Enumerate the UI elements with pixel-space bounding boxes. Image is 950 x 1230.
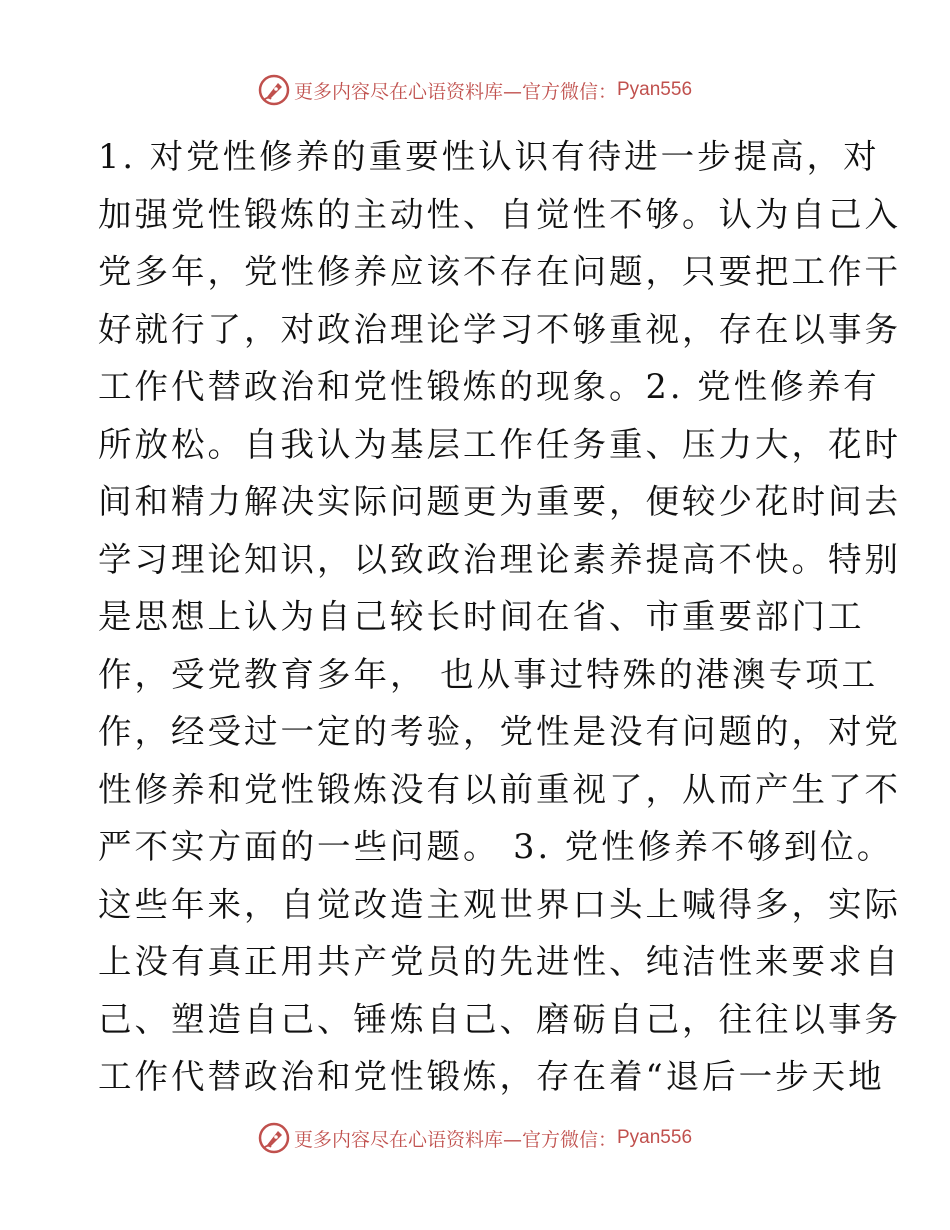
body-line: 己、塑造自己、锤炼自己、磨砺自己，往往以事务 [98,999,901,1039]
pen-nib-seal-icon [258,1122,290,1154]
body-line: 所放松。自我认为基层工作任务重、压力大，花时 [98,424,901,464]
body-line: 上没有真正用共产党员的先进性、纯洁性来要求自 [98,942,901,981]
header-banner [0,70,950,110]
body-line: 严不实方面的一些问题。 3. 党性修养不够到位。 [98,827,894,866]
pen-nib-seal-icon [258,74,290,106]
body-line: 是思想上认为自己较长时间在省、市重要部门工 [98,597,865,636]
header-banner-text: 更多内容尽在心语资料库—官方微信： [293,80,617,103]
header-wechat-id: Pyan556 [617,79,693,100]
document-body [98,128,901,1106]
body-line: 作，经受过一定的考验，党性是没有问题的，对党 [98,712,901,751]
body-line: 加强党性锻炼的主动性、自觉性不够。认为自己入 [98,194,901,234]
footer-wechat-id: Pyan556 [617,1127,693,1148]
body-line: 间和精力解决实际问题更为重要，便较少花时间去 [98,482,901,521]
footer-banner [0,1118,950,1158]
body-line: 1. 对党性修养的重要性认识有待进一步提高，对 [98,137,880,176]
body-line: 学习理论知识，以致政治理论素养提高不快。特别 [98,539,901,579]
body-line: 党多年，党性修养应该不存在问题，只要把工作干 [98,252,901,291]
footer-banner-text: 更多内容尽在心语资料库—官方微信： [293,1128,617,1151]
body-line: 工作代替政治和党性锻炼，存在着“退后一步天地 [98,1057,885,1096]
body-line: 作，受党教育多年， 也从事过特殊的港澳专项工 [98,654,879,694]
body-line: 这些年来，自觉改造主观世界口头上喊得多，实际 [98,884,901,924]
body-line: 好就行了，对政治理论学习不够重视，存在以事务 [98,309,901,349]
body-line: 性修养和党性锻炼没有以前重视了，从而产生了不 [98,769,901,809]
body-line: 工作代替政治和党性锻炼的现象。2. 党性修养有 [98,367,880,406]
